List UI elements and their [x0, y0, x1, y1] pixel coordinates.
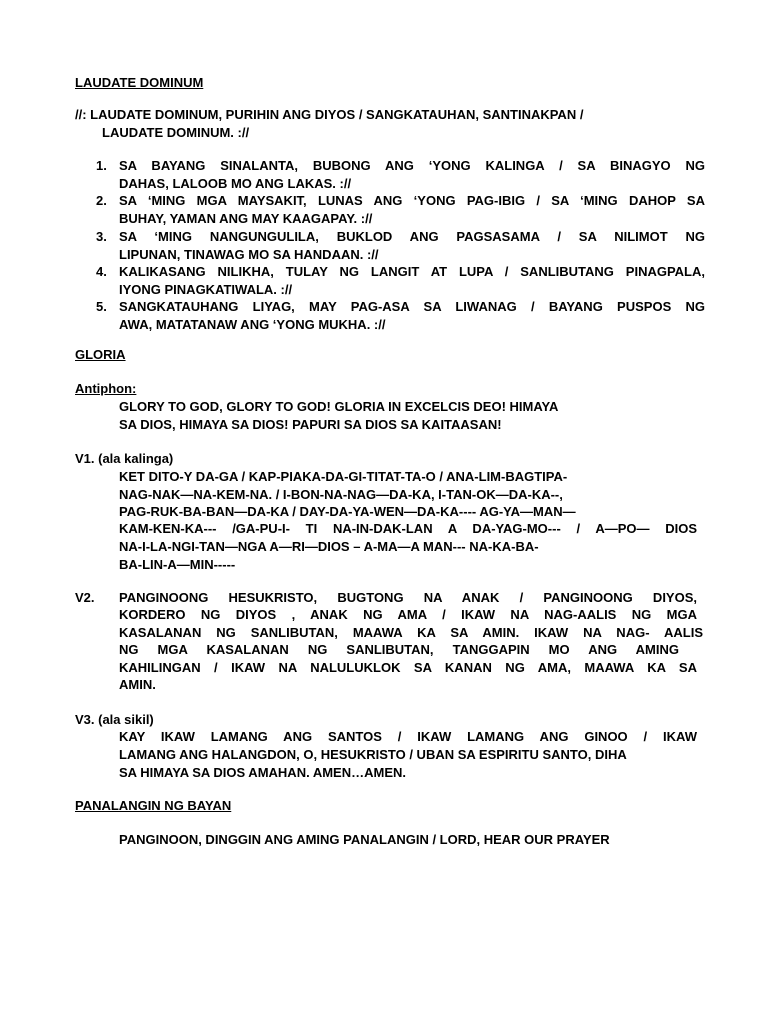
verse-number: 1. — [96, 158, 107, 173]
verse-line: SA BAYANG SINALANTA, BUBONG ANG ‘YONG KALINGA / SA BINAGYO NG — [119, 158, 705, 173]
panalangin-heading: PANALANGIN NG BAYAN — [75, 798, 232, 813]
v1-line: NAG-NAK—NA-KEM-NA. / I-BON-NA-NAG—DA-KA, I-TAN-OK—DA-KA--, — [119, 487, 563, 502]
antiphon-line: GLORY TO GOD, GLORY TO GOD! GLORIA IN EXCELCIS DEO! HIMAYA — [119, 399, 559, 414]
v2-line: KAHILINGAN / IKAW NA NALULUKLOK SA KANAN NG AMA, MAAWA KA SA — [119, 660, 697, 675]
verse-number: 5. — [96, 299, 107, 314]
v2-line: AMIN. — [119, 677, 156, 692]
v1-line: PAG-RUK-BA-BAN—DA-KA / DAY-DA-YA-WEN—DA-KA---- AG-YA—MAN— — [119, 504, 576, 519]
laudate-heading: LAUDATE DOMINUM — [75, 75, 204, 90]
v2-line: KASALANAN NG SANLIBUTAN, MAAWA KA SA AMIN. IKAW NA NAG- AALIS — [119, 625, 703, 640]
laudate-refrain-line-1: //: LAUDATE DOMINUM, PURIHIN ANG DIYOS / SANGKATAUHAN, SANTINAKPAN / — [75, 107, 584, 122]
antiphon-label: Antiphon: — [75, 381, 137, 396]
panalangin-response: PANGINOON, DINGGIN ANG AMING PANALANGIN / LORD, HEAR OUR PRAYER — [119, 832, 610, 847]
laudate-refrain-line-2: LAUDATE DOMINUM. :// — [102, 125, 250, 140]
v1-line: KET DITO-Y DA-GA / KAP-PIAKA-DA-GI-TITAT-TA-O / ANA-LIM-BAGTIPA- — [119, 469, 568, 484]
v2-line: KORDERO NG DIYOS , ANAK NG AMA / IKAW NA NAG-AALIS NG MGA — [119, 607, 697, 622]
v2-line: PANGINOONG HESUKRISTO, BUGTONG NA ANAK / PANGINOONG DIYOS, — [119, 590, 697, 605]
verse-number: 4. — [96, 264, 107, 279]
antiphon-line: SA DIOS, HIMAYA SA DIOS! PAPURI SA DIOS SA KAITAASAN! — [119, 417, 502, 432]
v1-line: NA-I-LA-NGI-TAN—NGA A—RI—DIOS – A-MA—A MAN--- NA-KA-BA- — [119, 539, 539, 554]
verse-line: SANGKATAUHANG LIYAG, MAY PAG-ASA SA LIWANAG / BAYANG PUSPOS NG — [119, 299, 705, 314]
verse-line: IYONG PINAGKATIWALA. :// — [119, 282, 293, 297]
verse-number: 2. — [96, 193, 107, 208]
verse-line: AWA, MATATANAW ANG ‘YONG MUKHA. :// — [119, 317, 386, 332]
gloria-heading: GLORIA — [75, 347, 126, 362]
v3-label: V3. (ala sikil) — [75, 712, 154, 727]
v1-line: KAM-KEN-KA--- /GA-PU-I- TI NA-IN-DAK-LAN A DA-YAG-MO--- / A—PO— DIOS — [119, 521, 697, 536]
verse-line: SA ‘MING NANGUNGULILA, BUKLOD ANG PAGSASAMA / SA NILIMOT NG — [119, 229, 705, 244]
v2-line: NG MGA KASALANAN NG SANLIBUTAN, TANGGAPIN MO ANG AMING — [119, 642, 679, 657]
v1-label: V1. (ala kalinga) — [75, 451, 174, 466]
v3-line: KAY IKAW LAMANG ANG SANTOS / IKAW LAMANG ANG GINOO / IKAW — [119, 729, 697, 744]
verse-line: SA ‘MING MGA MAYSAKIT, LUNAS ANG ‘YONG PAG-IBIG / SA ‘MING DAHOP SA — [119, 193, 705, 208]
v1-line: BA-LIN-A—MIN----- — [119, 557, 236, 572]
verse-line: DAHAS, LALOOB MO ANG LAKAS. :// — [119, 176, 352, 191]
v3-line: SA HIMAYA SA DIOS AMAHAN. AMEN…AMEN. — [119, 765, 406, 780]
verse-line: LIPUNAN, TINAWAG MO SA HANDAAN. :// — [119, 247, 379, 262]
v3-line: LAMANG ANG HALANGDON, O, HESUKRISTO / UBAN SA ESPIRITU SANTO, DIHA — [119, 747, 627, 762]
verse-line: KALIKASANG NILIKHA, TULAY NG LANGIT AT LUPA / SANLIBUTANG PINAGPALA, — [119, 264, 705, 279]
verse-number: 3. — [96, 229, 107, 244]
v2-label: V2. — [75, 590, 95, 605]
verse-line: BUHAY, YAMAN ANG MAY KAAGAPAY. :// — [119, 211, 373, 226]
